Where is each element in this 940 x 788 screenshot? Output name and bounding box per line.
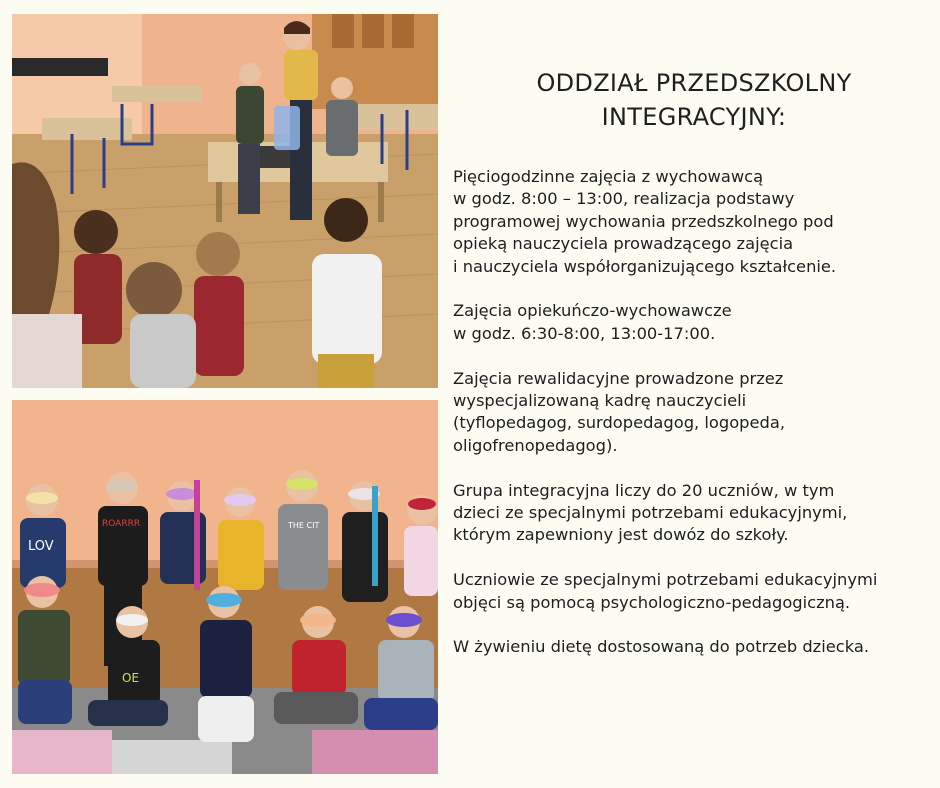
text-line: (tyflopedagog, surdopedagog, logopeda, (453, 413, 786, 433)
children-masks-photo (12, 400, 438, 774)
children-masks-illustration (12, 400, 438, 774)
paragraph-care-hours (453, 300, 937, 345)
text-line: Zajęcia opiekuńczo-wychowawcze (453, 301, 732, 321)
text-line: dzieci ze specjalnymi potrzebami edukacyjnymi, (453, 503, 848, 523)
paragraph-revalidation (453, 368, 937, 458)
text-line: oligofrenopedagog). (453, 435, 618, 455)
paragraph-support (453, 569, 937, 614)
shirt-text-city: THE CIT (288, 521, 320, 530)
classroom-photo-illustration (12, 14, 438, 388)
paragraph-diet (453, 636, 937, 658)
text-line: Zajęcia rewalidacyjne prowadzone przez (453, 368, 784, 388)
shirt-text-lov: LOV (28, 539, 54, 554)
paragraph-schedule (453, 166, 937, 278)
title-line-2: INTEGRACYJNY: (601, 103, 787, 131)
text-line: W żywieniu dietę dostosowaną do potrzeb dziecka. (453, 637, 870, 657)
text-line: i nauczyciela współorganizującego kształcenie. (453, 256, 837, 276)
shirt-text-oe: OE (122, 671, 140, 685)
description-text (453, 166, 937, 681)
paragraph-group-size (453, 480, 937, 547)
shirt-text-roarrr: ROARRR (102, 519, 141, 529)
text-line: opieką nauczyciela prowadzącego zajęcia (453, 234, 794, 254)
text-line: Pięciogodzinne zajęcia z wychowawcą (453, 167, 764, 186)
text-line: programowej wychowania przedszkolnego pod (453, 211, 834, 231)
text-line: którym zapewniony jest dowóz do szkoły. (453, 525, 789, 545)
text-line: w godz. 8:00 – 13:00, realizacja podstawy (453, 189, 795, 209)
title-line-1: ODDZIAŁ PRZEDSZKOLNY (536, 69, 852, 97)
page-title (452, 66, 936, 134)
text-line: w godz. 6:30-8:00, 13:00-17:00. (453, 323, 716, 343)
text-line: wyspecjalizowaną kadrę nauczycieli (453, 391, 747, 411)
text-line: Grupa integracyjna liczy do 20 uczniów, w tym (453, 480, 835, 500)
text-line: Uczniowie ze specjalnymi potrzebami edukacyjnymi (453, 570, 878, 590)
classroom-photo (12, 14, 438, 388)
text-line: objęci są pomocą psychologiczno-pedagogiczną. (453, 592, 851, 612)
